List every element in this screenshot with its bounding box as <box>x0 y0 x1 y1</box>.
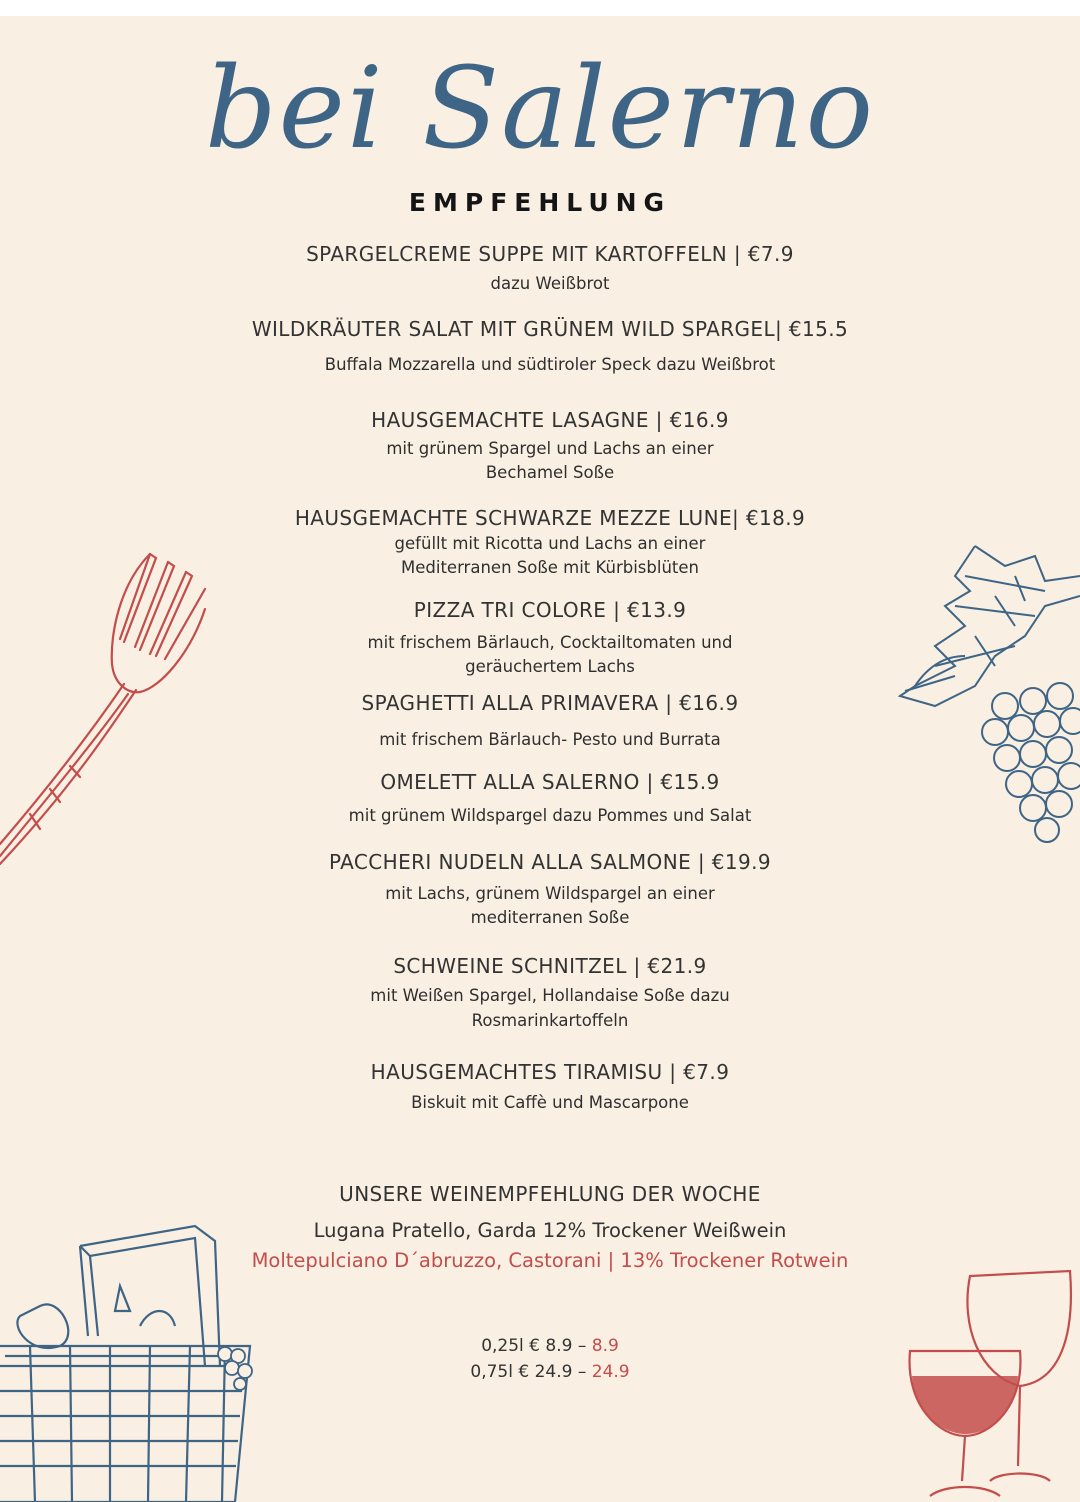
dish-name: SCHWEINE SCHNITZEL | €21.9 <box>393 954 707 978</box>
dish-description: mit Lachs, grünem Wildspargel an einer <box>385 884 715 903</box>
dish-description: Rosmarinkartoffeln <box>471 1011 629 1030</box>
dish-description: mediterranen Soße <box>470 908 630 927</box>
dish-description: mit grünem Wildspargel dazu Pommes und Salat <box>348 806 752 825</box>
dish-description: Buffala Mozzarella und südtiroler Speck dazu Weißbrot <box>324 355 776 374</box>
wine-price-red: 24.9 <box>591 1362 630 1382</box>
dish-name: SPAGHETTI ALLA PRIMAVERA | €16.9 <box>361 691 739 715</box>
dish-name: SPARGELCREME SUPPE MIT KARTOFFELN | €7.9 <box>306 242 794 266</box>
dish-description: mit grünem Spargel und Lachs an einer <box>386 439 714 458</box>
dish-description: geräuchertem Lachs <box>465 657 635 676</box>
dish-name: PACCHERI NUDELN ALLA SALMONE | €19.9 <box>328 850 772 874</box>
wine-heading: UNSERE WEINEMPFEHLUNG DER WOCHE <box>339 1182 761 1206</box>
dish-name: HAUSGEMACHTE SCHWARZE MEZZE LUNE| €18.9 <box>294 506 806 530</box>
dish-description: mit Weißen Spargel, Hollandaise Soße dazu <box>370 986 730 1005</box>
dish-name: OMELETT ALLA SALERNO | €15.9 <box>380 770 720 794</box>
dish-name: WILDKRÄUTER SALAT MIT GRÜNEM WILD SPARGEL| €15.5 <box>251 317 849 341</box>
dish-description: gefüllt mit Ricotta und Lachs an einer <box>394 534 706 553</box>
restaurant-title: bei Salerno <box>204 44 876 174</box>
wine-price-line <box>60 1362 1040 1382</box>
dish-description: dazu Weißbrot <box>490 274 610 293</box>
dish-description: mit frischem Bärlauch, Cocktailtomaten und <box>367 633 733 652</box>
dish-description: mit frischem Bärlauch- Pesto und Burrata <box>379 730 721 749</box>
wine-price-red: 8.9 <box>591 1336 619 1356</box>
menu-subtitle: EMPFEHLUNG <box>408 188 672 217</box>
dish-description: Bechamel Soße <box>485 463 615 482</box>
wine-price-label: 0,25l € 8.9 – <box>481 1336 592 1356</box>
dish-description: Biskuit mit Caffè und Mascarpone <box>411 1093 689 1112</box>
dish-name: PIZZA TRI COLORE | €13.9 <box>413 598 687 622</box>
dish-name: HAUSGEMACHTES TIRAMISU | €7.9 <box>370 1060 730 1084</box>
red-wine: Moltepulciano D´abruzzo, Castorani | 13% Trockener Rotwein <box>251 1249 849 1272</box>
wine-price-label: 0,75l € 24.9 – <box>470 1362 592 1382</box>
menu-page <box>0 16 1080 1502</box>
dish-description: Mediterranen Soße mit Kürbisblüten <box>401 558 699 577</box>
dish-name: HAUSGEMACHTE LASAGNE | €16.9 <box>371 408 729 432</box>
wine-price-line <box>60 1336 1040 1356</box>
white-wine: Lugana Pratello, Garda 12% Trockener Weißwein <box>313 1219 787 1242</box>
wine-glasses-illustration <box>900 1266 1080 1502</box>
